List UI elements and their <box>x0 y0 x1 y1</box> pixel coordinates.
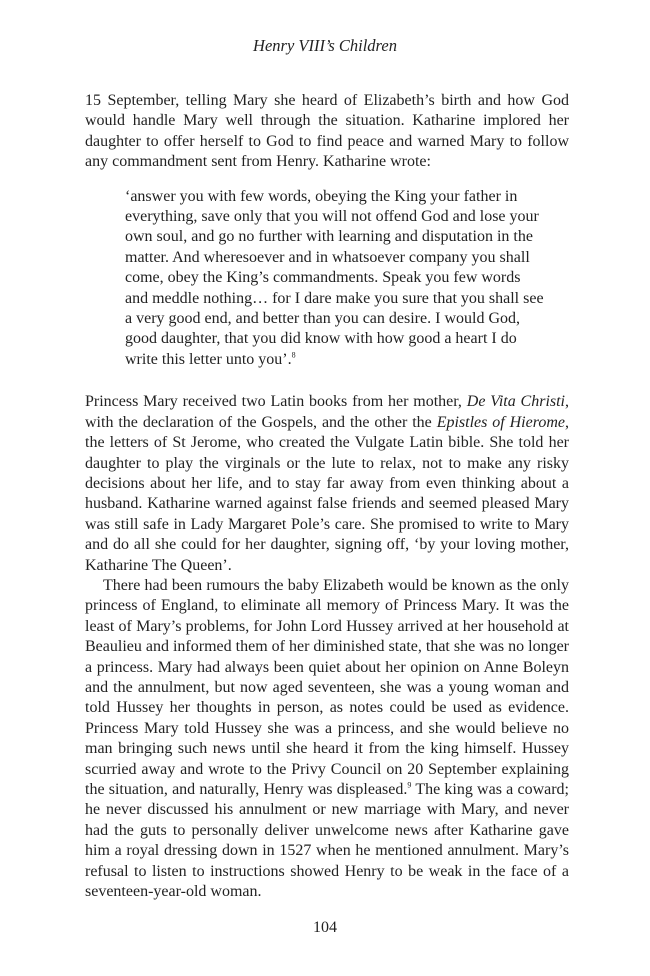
paragraph-2-text-a: Princess Mary received two Latin books from her mother, <box>85 393 467 411</box>
running-head: Henry VIII’s Children <box>253 36 397 55</box>
footnote-ref-8: 8 <box>291 350 296 360</box>
book-title-epistles-of-hierome: Epistles of Hierome <box>436 413 566 431</box>
paragraph-3-text-b: The king was a coward; he never discussed his annulment or new marriage with Mary, and never had the guts to personally deliver unwelcome news after Katharine gave him a royal dressing down in 1527 when he mentioned annulment. Mary’s refusal to listen to instructions showed Henry to be weak in the face of a seventeen-year-old woman. <box>85 781 570 901</box>
footnote-ref-9: 9 <box>407 780 412 790</box>
main-text <box>85 91 569 902</box>
paragraph-3-text-a: There had been rumours the baby Elizabeth would be known as the only princess of England, to eliminate all memory of Princess Mary. It was the least of Mary’s problems, for John Lord Hussey arrived at her household at Beaulieu and informed them of her diminished state, that she was no longer a princess. Mary had always been quiet about her opinion on Anne Boleyn and the annulment, but now aged seventeen, she was a young woman and told Hussey her thoughts in person, as notes could be used as evidence. Princess Mary told Hussey she was a princess, and she would believe no man bringing such news until she heard it from the king himself. Hussey scurried away and wrote to the Privy Council on 20 September explaining the situation, and naturally, Henry was displeased. <box>85 576 569 798</box>
paragraph-1: 15 September, telling Mary she heard of Elizabeth’s birth and how God would handle Mary well through the situation. Katharine implored her daughter to offer herself to God to find peace and warned Mary to follow any commandment sent from Henry. Katharine wrote: <box>85 92 569 171</box>
block-quote <box>125 187 545 371</box>
quote-body: ‘answer you with few words, obeying the King your father in everything, save only that you will not offend God and lose your own soul, and go no further with learning and disputation in the matter. And wheresoever and in whatsoever company you shall come, obey the King’s commandments. Speak you few words and meddle nothing… for I dare make you sure that you shall see a very good end, and better than you can desire. I would God, good daughter, that you did know with how good a heart I do write this letter unto you’. <box>125 187 544 368</box>
page-number: 104 <box>313 919 337 936</box>
quote-text <box>125 187 545 371</box>
paragraph-2-text-c: , the letters of St Jerome, who created the Vulgate Latin bible. She told her daughter to play the virginals or the lute to relax, not to make any risky decisions about her life, and to stay far away from even thinking about a husband. Katharine warned against false friends and seemed pleased Mary was still safe in Lady Margaret Pole’s care. She promised to write to Mary and do all she could for her daughter, signing off, ‘by your loving mother, Katharine The Queen’. <box>85 413 570 574</box>
paragraph-2 <box>85 392 569 576</box>
paragraph-3 <box>85 576 569 903</box>
paragraph-2-text-b: , with the declaration of the Gospels, and the other the <box>85 393 570 431</box>
book-title-de-vita-christi: De Vita Christi <box>466 393 566 411</box>
